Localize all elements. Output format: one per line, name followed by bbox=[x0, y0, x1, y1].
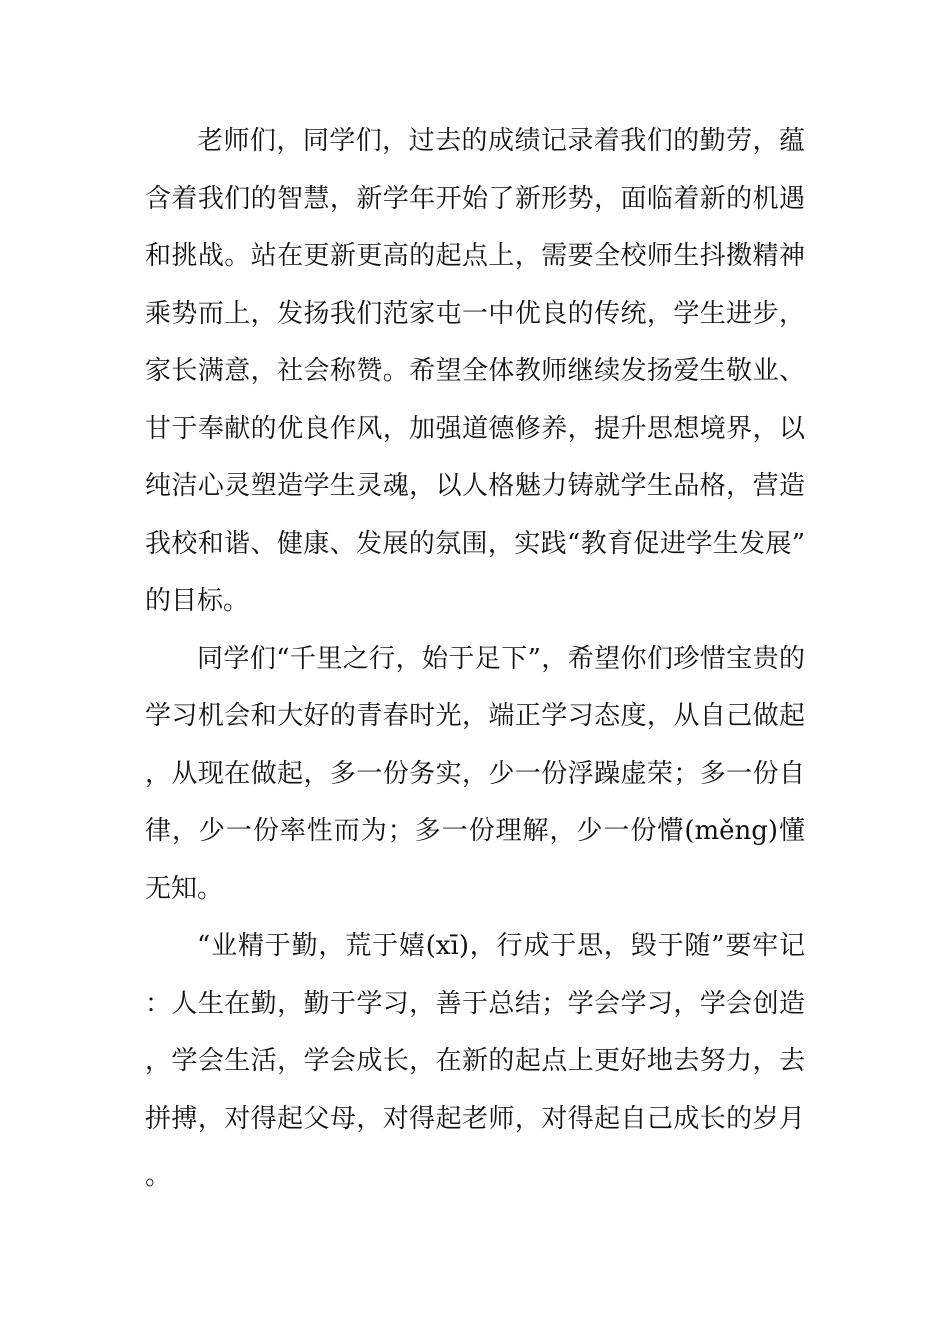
paragraph-diligence: “业精于勤，荒于嬉(xī)，行成于思，毁于随”要牢记：人生在勤，勤于学习，善于总结；学会学习，学会创造，学会生活，学会成长，在新的起点上更好地去努力，去拼搏，对得起父母，对得起老师，对得起自己成长的岁月。 bbox=[145, 931, 805, 1191]
paragraph-teachers-and-students: 老师们，同学们，过去的成绩记录着我们的勤劳，蕴含着我们的智慧，新学年开始了新形势，面临着新的机遇和挑战。站在更新更高的起点上，需要全校师生抖擞精神乘势而上，发扬我们范家屯一中优良的传统，学生进步，家长满意，社会称赞。希望全体教师继续发扬爱生敬业、甘于奉献的优良作风，加强道德修养，提升思想境界，以纯洁心灵塑造学生灵魂，以人格魅力铸就学生品格，营造我校和谐、健康、发展的氛围，实践“教育促进学生发展”的目标。 bbox=[145, 126, 805, 616]
document-body bbox=[145, 113, 805, 1206]
paragraph-journey-begins: 同学们“千里之行，始于足下”，希望你们珍惜宝贵的学习机会和大好的青春时光，端正学习态度，从自己做起，从现在做起，多一份务实，少一份浮躁虚荣；多一份自律，少一份率性而为；多一份理解，少一份懵(měng)懂无知。 bbox=[145, 643, 805, 904]
